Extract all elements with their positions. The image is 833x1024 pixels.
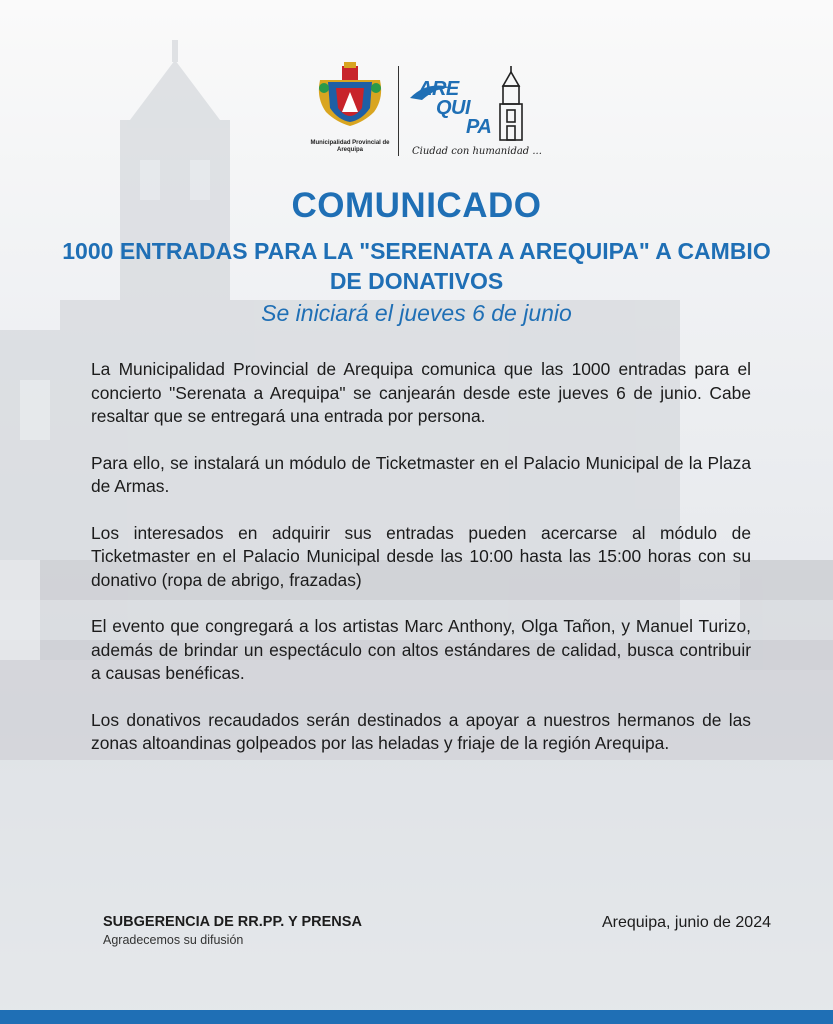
logo-header: [0, 58, 833, 158]
paragraph: Los donativos recaudados serán destinados a apoyar a nuestros hermanos de las zonas altoandinas golpeados por las heladas y friaje de la región Arequipa.: [91, 709, 751, 753]
brand-wordmark: [408, 80, 491, 137]
announcement-body: [91, 358, 751, 779]
paragraph: Para ello, se instalará un módulo de Ticketmaster en el Palacio Municipal de la Plaza de Armas.: [91, 452, 751, 496]
page-subtitle: 1000 ENTRADAS PARA LA "SERENATA A AREQUIPA" A CAMBIO DE DONATIVOS: [62, 238, 771, 294]
bottom-accent-bar: [0, 1010, 833, 1024]
brand-line: QUI: [436, 97, 471, 119]
cathedral-tower-icon: [500, 66, 522, 140]
place-date: Arequipa, junio de 2024: [601, 914, 771, 931]
footer-signature: [103, 914, 362, 947]
page-title: COMUNICADO: [291, 186, 542, 225]
brand-line: PA: [466, 116, 492, 138]
department-name: SUBGERENCIA DE RR.PP. Y PRENSA: [103, 914, 362, 930]
paragraph: La Municipalidad Provincial de Arequipa comunica que las 1000 entradas para el concierto "Serenata a Arequipa" se canjearán desde este jueves 6 de junio. Cabe resaltar que se entregará una entrada por persona.: [91, 359, 751, 426]
arequipa-brand-logo: [408, 66, 542, 161]
start-date-subhead: Se iniciará el jueves 6 de junio: [261, 300, 572, 326]
logo-divider: [398, 66, 399, 156]
brand-tagline: Ciudad con humanidad ...: [412, 146, 542, 157]
paragraph: Los interesados en adquirir sus entradas pueden acercarse al módulo de Ticketmaster en el Palacio Municipal desde las 10:00 hasta las 15:00 horas con su donativo (ropa de abrigo, frazadas): [91, 522, 751, 590]
thanks-note: Agradecemos su difusión: [103, 933, 244, 947]
brand-line: ARE: [418, 78, 459, 100]
paragraph: El evento que congregará a los artistas Marc Anthony, Olga Tañon, y Manuel Turizo, además de brindar un espectáculo con altos estándares de calidad, busca contribuir a causas benéficas.: [91, 616, 751, 683]
municipal-caption: Municipalidad Provincial de Arequipa: [310, 140, 390, 153]
